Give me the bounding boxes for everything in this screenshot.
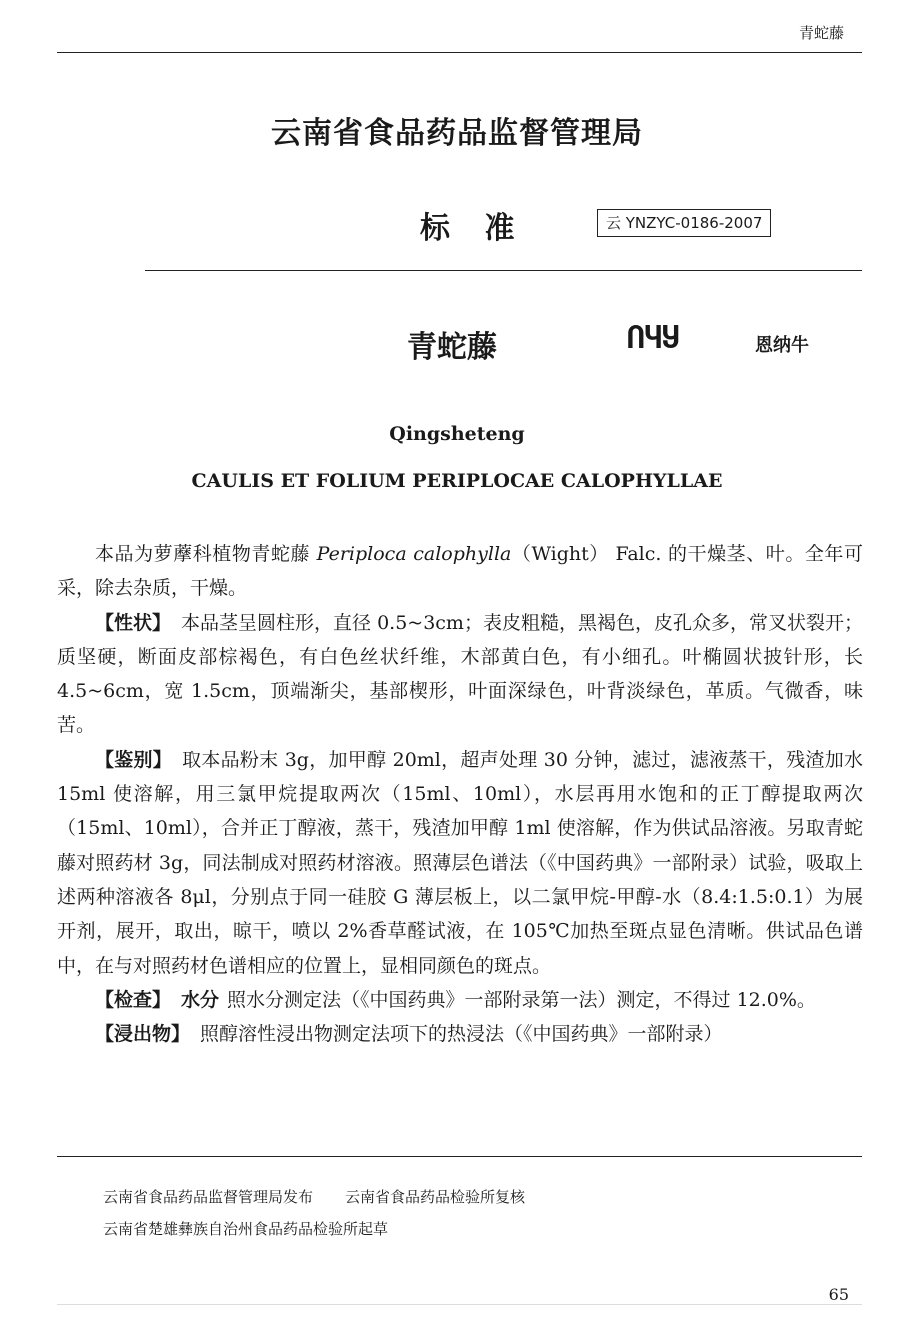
monograph-body — [57, 537, 863, 1051]
footer-rule — [57, 1156, 862, 1157]
minority-name: 恩纳牛 — [755, 335, 809, 356]
section-label-check: 【检查】 — [95, 988, 172, 1011]
section-label-identification: 【鉴别】 — [95, 748, 173, 771]
latin-title: CAULIS ET FOLIUM PERIPLOCAE CALOPHYLLAE — [191, 470, 723, 492]
section-label-extractives: 【浸出物】 — [95, 1023, 191, 1046]
drafted-by: 云南省楚雄彝族自治州食品药品检验所起草 — [103, 1220, 389, 1238]
species-name: Periploca calophylla — [316, 543, 512, 565]
extractives-paragraph — [57, 1017, 863, 1051]
water-text: 照水分测定法（《中国药典》一部附录第一法）测定，不得过 12.0%。 — [227, 988, 816, 1011]
identification-paragraph — [57, 743, 863, 983]
footer-line-1 — [103, 1186, 525, 1207]
standard-code-box: 云 YNZYC-0186-2007 — [597, 209, 771, 237]
characters-paragraph — [57, 606, 863, 743]
header-rule — [57, 52, 862, 53]
footer-line-2 — [103, 1218, 388, 1239]
subsection-label-water: 水分 — [181, 988, 220, 1011]
check-paragraph — [57, 983, 863, 1017]
title-rule — [145, 270, 862, 271]
extractives-text: 照醇溶性浸出物测定法项下的热浸法（《中国药典》一部附录） — [200, 1023, 723, 1046]
issued-by: 云南省食品药品监督管理局发布 — [103, 1188, 314, 1206]
page-number: 65 — [828, 1285, 849, 1304]
monograph-title: 青蛇藤 — [407, 330, 497, 365]
identification-text: 取本品粉末 3g，加甲醇 20ml，超声处理 30 分钟，滤过，滤液蒸干，残渣加水 15ml 使溶解，用三氯甲烷提取两次（15ml、10ml），水层再用水饱和的正丁醇提取两次（15ml、10ml），合并正丁醇液，蒸干，残渣加甲醇 1ml 使溶解，作为供试品溶液。另取青蛇藤对照药材 3g，同法制成对照药材溶液。照薄层色谱法（《中国药典》一部附录）试验，吸取上述两种溶液各 8μl，分别点于同一硅胶 G 薄层板上，以二氯甲烷-甲醇-水（8.4:1.5:0.1）为展开剂，展开，取出，晾干，喷以 2%香草醛试液，在 105℃加热至斑点显色清晰。供试品色谱中，在与对照药材色谱相应的位置上，显相同颜色的斑点。 — [57, 748, 863, 977]
agency-title: 云南省食品药品监督管理局 — [271, 116, 643, 151]
standard-label: 标 准 — [420, 211, 527, 246]
minority-script-name: ႶႷႸ — [627, 322, 680, 355]
bottom-rule — [57, 1304, 862, 1305]
characters-text: 本品茎呈圆柱形，直径 0.5~3cm；表皮粗糙，黑褐色，皮孔众多，常叉状裂开；质坚硬，断面皮部棕褐色，有白色丝状纤维，木部黄白色，有小细孔。叶椭圆状披针形，长 4.5~6cm，宽 1.5cm，顶端渐尖，基部楔形，叶面深绿色，叶背淡绿色，革质。气微香，味苦。 — [57, 611, 863, 737]
intro-paragraph — [57, 537, 863, 606]
intro-text: 本品为萝藦科植物青蛇藤 — [95, 543, 317, 565]
intro-text-end: （Wight） Falc. 的干燥茎、叶。全年可采，除去杂质，干燥。 — [57, 543, 863, 600]
running-head: 青蛇藤 — [798, 24, 844, 42]
section-label-characters: 【性状】 — [95, 611, 172, 634]
reviewed-by: 云南省食品药品检验所复核 — [345, 1188, 526, 1206]
pinyin-title: Qingsheteng — [389, 423, 525, 445]
